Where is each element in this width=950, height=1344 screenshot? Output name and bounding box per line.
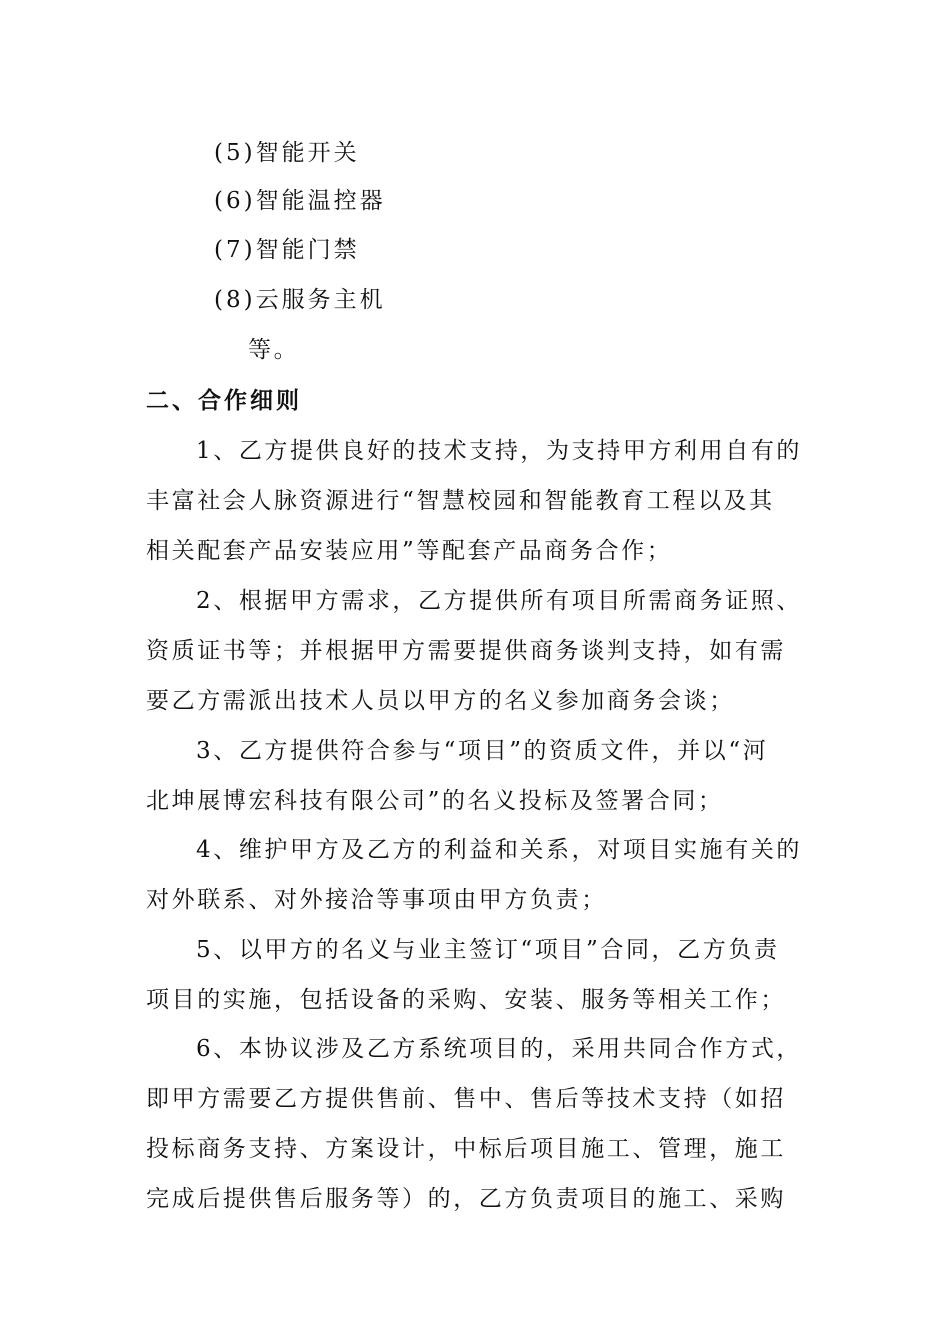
paragraph-6-line-2: 即甲方需要乙方提供售前、售中、售后等技术支持（如招 (146, 1086, 786, 1112)
list-text: 智能门禁 (255, 237, 360, 263)
paragraph-1-line-3: 相关配套产品安装应用”等配套产品商务合作； (146, 538, 673, 564)
paragraph-6-line-4: 完成后提供售后服务等）的，乙方负责项目的施工、采购 (146, 1186, 786, 1212)
paragraph-4-line-1: 4、维护甲方及乙方的利益和关系，对项目实施有关的 (196, 837, 803, 863)
list-marker: (8) (214, 287, 256, 313)
paragraph-3-line-2: 北坤展博宏科技有限公司”的名义投标及签署合同； (146, 788, 724, 814)
paragraph-3-line-1: 3、乙方提供符合参与“项目”的资质文件，并以“河 (196, 738, 769, 764)
list-text: 智能开关 (255, 140, 360, 166)
list-item-6 (214, 185, 386, 217)
list-marker: (5) (214, 140, 256, 166)
paragraph-2-line-1: 2、根据甲方需求，乙方提供所有项目所需商务证照、 (196, 588, 803, 614)
paragraph-1-line-2: 丰富社会人脉资源进行“智慧校园和智能教育工程以及其 (146, 488, 775, 514)
paragraph-5-line-2: 项目的实施，包括设备的采购、安装、服务等相关工作； (146, 987, 786, 1013)
list-marker: (7) (214, 237, 256, 263)
paragraph-2-line-2: 资质证书等；并根据甲方需要提供商务谈判支持，如有需 (146, 638, 786, 664)
list-item-5 (214, 137, 360, 169)
paragraph-6-line-1: 6、本协议涉及乙方系统项目的，采用共同合作方式， (196, 1036, 803, 1062)
list-text: 智能温控器 (255, 188, 386, 214)
section-heading: 二、合作细则 (146, 388, 302, 414)
paragraph-2-line-3: 要乙方需派出技术人员以甲方的名义参加商务会谈； (146, 688, 735, 714)
paragraph-6-line-3: 投标商务支持、方案设计，中标后项目施工、管理，施工 (146, 1136, 786, 1162)
paragraph-5-line-1: 5、以甲方的名义与业主签订“项目”合同，乙方负责 (196, 937, 780, 963)
paragraph-1-line-1: 1、乙方提供良好的技术支持，为支持甲方利用自有的 (196, 438, 803, 464)
list-text: 云服务主机 (255, 287, 386, 313)
list-marker: (6) (214, 188, 256, 214)
list-item-8 (214, 284, 386, 316)
list-item-7 (214, 234, 360, 266)
paragraph-4-line-2: 对外联系、对外接洽等事项由甲方负责； (146, 887, 607, 913)
list-tail: 等。 (248, 337, 300, 363)
